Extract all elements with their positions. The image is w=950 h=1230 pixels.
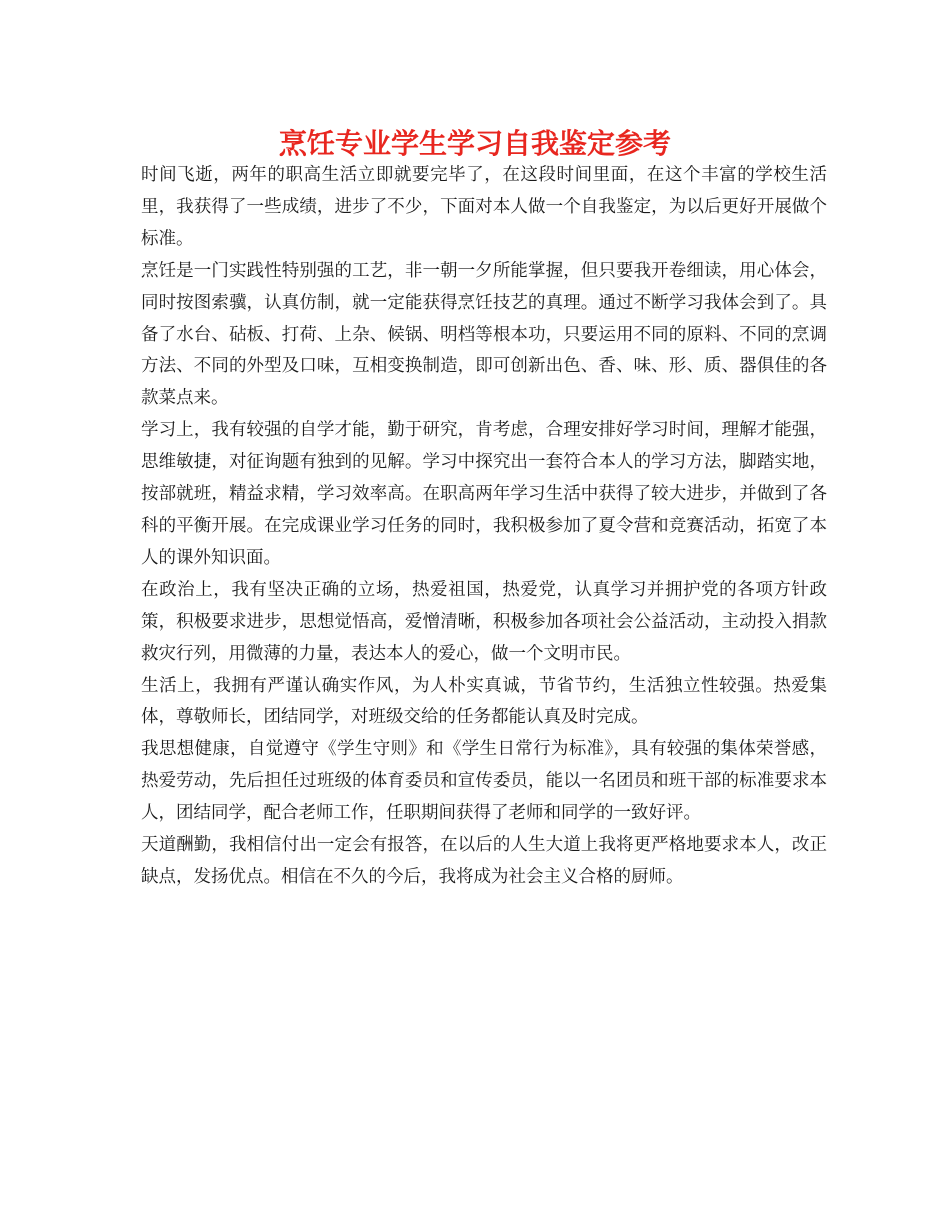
paragraph-intro: 时间飞逝，两年的职高生活立即就要完毕了，在这段时间里面，在这个丰富的学校生活里，我获得了一些成绩，进步了不少，下面对本人做一个自我鉴定，为以后更好开展做个标准。 — [141, 165, 827, 249]
document-body — [141, 160, 827, 894]
document-title: 烹饪专业学生学习自我鉴定参考 — [278, 127, 671, 160]
paragraph-conclusion: 天道酬勤，我相信付出一定会有报答，在以后的人生大道上我将更严格地要求本人，改正缺点，发扬优点。相信在不久的今后，我将成为社会主义合格的厨师。 — [141, 835, 827, 887]
paragraph-conduct: 我思想健康，自觉遵守《学生守则》和《学生日常行为标准》，具有较强的集体荣誉感，热爱劳动，先后担任过班级的体育委员和宣传委员，能以一名团员和班干部的标准要求本人，团结同学，配合老师工作，任职期间获得了老师和同学的一致好评。 — [141, 739, 827, 824]
paragraph-study: 学习上，我有较强的自学才能，勤于研究，肯考虑，合理安排好学习时间，理解才能强，思维敏捷，对征询题有独到的见解。学习中探究出一套符合本人的学习方法，脚踏实地，按部就班，精益求精，学习效率高。在职高两年学习生活中获得了较大进步，并做到了各科的平衡开展。在完成课业学习任务的同时，我积极参加了夏令营和竞赛活动，拓宽了本人的课外知识面。 — [141, 420, 827, 568]
paragraph-life: 生活上，我拥有严谨认确实作风，为人朴实真诚，节省节约，生活独立性较强。热爱集体，尊敬师长，团结同学，对班级交给的任务都能认真及时完成。 — [141, 675, 827, 728]
paragraph-cooking-skills: 烹饪是一门实践性特别强的工艺，非一朝一夕所能掌握，但只要我开卷细读，用心体会，同时按图索骥，认真仿制，就一定能获得烹饪技艺的真理。通过不断学习我体会到了。具备了水台、砧板、打荷、上杂、候锅、明档等根本功，只要运用不同的原料、不同的烹调方法、不同的外型及口味，互相变换制造，即可创新出色、香、味、形、质、器俱佳的各款菜点来。 — [141, 260, 827, 409]
paragraph-politics: 在政治上，我有坚决正确的立场，热爱祖国，热爱党，认真学习并拥护党的各项方针政策，积极要求进步，思想觉悟高，爱憎清晰，积极参加各项社会公益活动，主动投入捐款救灾行列，用微薄的力量，表达本人的爱心，做一个文明市民。 — [141, 579, 827, 664]
